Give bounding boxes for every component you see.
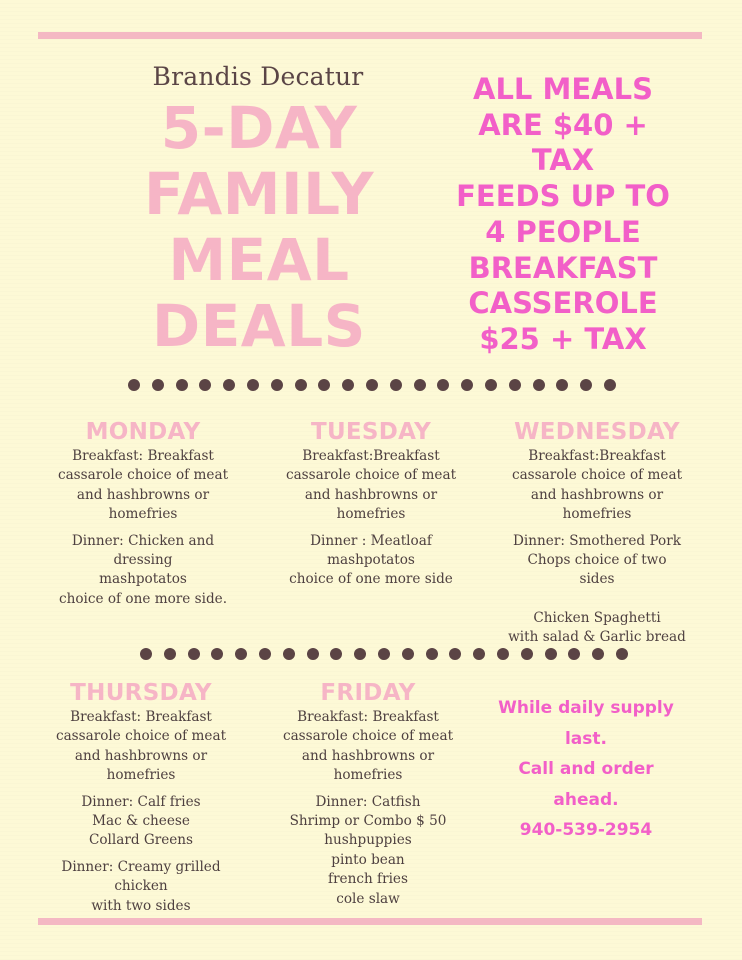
text-line: chicken xyxy=(114,878,168,895)
day-title-monday: MONDAY xyxy=(85,419,201,445)
notice-line: Call and order xyxy=(518,759,654,779)
order-notice xyxy=(480,693,692,846)
text-line: Breakfast: Breakfast xyxy=(72,448,214,464)
notice-line: While daily supply xyxy=(498,698,674,718)
text-line: Dinner: Catfish xyxy=(315,793,421,810)
tuesday-section xyxy=(271,417,471,590)
text-line: cassarole choice of meat xyxy=(57,467,229,484)
divider-dot xyxy=(247,379,259,391)
tuesday-breakfast xyxy=(271,447,471,525)
title-line: DEALS xyxy=(152,292,366,360)
brand-name: Brandis Decatur xyxy=(152,62,364,91)
text-line: cassarole choice of meat xyxy=(285,467,457,484)
text-line: with salad & Garlic bread xyxy=(508,629,686,646)
wednesday-breakfast xyxy=(497,447,697,525)
dotted-divider-top xyxy=(128,379,628,391)
divider-dot xyxy=(461,379,473,391)
divider-dot xyxy=(592,648,604,660)
price-promo xyxy=(448,72,678,358)
text-line: mashpotatos xyxy=(99,571,187,588)
divider-dot xyxy=(449,648,461,660)
thursday-section xyxy=(41,678,241,916)
text-line: Dinner : Meatloaf xyxy=(310,532,432,549)
day-title-thursday: THURSDAY xyxy=(70,680,212,706)
text-line: Breakfast:Breakfast xyxy=(302,448,440,464)
friday-dinner xyxy=(268,793,468,909)
text-line: french fries xyxy=(328,871,408,888)
text-line: mashpotatos xyxy=(327,552,415,569)
divider-dot xyxy=(521,648,533,660)
divider-dot xyxy=(259,648,271,660)
divider-dot xyxy=(390,379,402,391)
dotted-divider-bottom xyxy=(140,648,640,660)
page-title xyxy=(128,95,390,359)
divider-dot xyxy=(128,379,140,391)
divider-dot xyxy=(295,379,307,391)
phone-number: 940-539-2954 xyxy=(519,820,653,840)
top-divider-bar xyxy=(38,32,702,39)
divider-dot xyxy=(176,379,188,391)
wednesday-extra xyxy=(497,609,697,648)
text-line: cole slaw xyxy=(336,890,400,907)
text-line: Dinner: Creamy grilled xyxy=(61,858,221,875)
monday-section xyxy=(43,417,243,609)
day-title-tuesday: TUESDAY xyxy=(310,419,432,445)
divider-dot xyxy=(509,379,521,391)
thursday-breakfast xyxy=(41,708,241,786)
friday-breakfast xyxy=(268,708,468,786)
divider-dot xyxy=(223,379,235,391)
divider-dot xyxy=(533,379,545,391)
text-line: Collard Greens xyxy=(88,832,194,849)
divider-dot xyxy=(366,379,378,391)
text-line: homefries xyxy=(106,767,176,784)
divider-dot xyxy=(188,648,200,660)
text-line: cassarole choice of meat xyxy=(282,728,454,745)
bottom-divider-bar xyxy=(38,918,702,925)
divider-dot xyxy=(485,379,497,391)
day-title-wednesday: WEDNESDAY xyxy=(514,419,680,445)
monday-breakfast xyxy=(43,447,243,525)
divider-dot xyxy=(307,648,319,660)
divider-dot xyxy=(330,648,342,660)
divider-dot xyxy=(378,648,390,660)
friday-section xyxy=(268,678,468,909)
divider-dot xyxy=(164,648,176,660)
text-line: Dinner: Chicken and xyxy=(71,532,215,549)
divider-dot xyxy=(318,379,330,391)
thursday-extra xyxy=(41,858,241,916)
divider-dot xyxy=(283,648,295,660)
tuesday-dinner xyxy=(271,532,471,590)
text-line: cassarole choice of meat xyxy=(55,728,227,745)
notice-line: last. xyxy=(564,728,607,749)
text-line: cassarole choice of meat xyxy=(511,467,683,484)
promo-line: BREAKFAST xyxy=(468,250,658,285)
text-line: and hashbrowns or xyxy=(530,486,664,503)
text-line: homefries xyxy=(333,767,403,784)
text-line: Breakfast: Breakfast xyxy=(70,709,212,725)
divider-dot xyxy=(556,379,568,391)
divider-dot xyxy=(616,648,628,660)
text-line: Dinner: Calf fries xyxy=(81,793,201,810)
promo-line: TAX xyxy=(531,143,595,178)
divider-dot xyxy=(402,648,414,660)
text-line: pinto bean xyxy=(331,851,405,868)
divider-dot xyxy=(437,379,449,391)
thursday-dinner xyxy=(41,793,241,851)
divider-dot xyxy=(545,648,557,660)
divider-dot xyxy=(152,379,164,391)
text-line: Breakfast: Breakfast xyxy=(297,709,439,725)
text-line: choice of one more side xyxy=(289,571,453,588)
text-line: homefries xyxy=(562,506,632,523)
divider-dot xyxy=(211,648,223,660)
promo-line: ALL MEALS xyxy=(473,72,653,106)
text-line: Chicken Spaghetti xyxy=(533,609,661,626)
text-line: Shrimp or Combo $ 50 xyxy=(289,813,447,830)
text-line: Dinner: Smothered Pork xyxy=(513,532,681,549)
divider-dot xyxy=(473,648,485,660)
monday-dinner xyxy=(43,532,243,610)
wednesday-dinner xyxy=(497,532,697,590)
divider-dot xyxy=(568,648,580,660)
text-line: hushpuppies xyxy=(324,832,412,849)
text-line: choice of one more side. xyxy=(58,590,228,607)
promo-line: 4 PEOPLE xyxy=(485,214,641,249)
text-line: Chops choice of two xyxy=(527,552,667,569)
promo-line: CASSEROLE xyxy=(468,286,658,321)
notice-line: ahead. xyxy=(553,789,619,810)
divider-dot xyxy=(426,648,438,660)
divider-dot xyxy=(235,648,247,660)
divider-dot xyxy=(342,379,354,391)
text-line: Breakfast:Breakfast xyxy=(528,448,666,464)
divider-dot xyxy=(604,379,616,391)
title-line: FAMILY xyxy=(143,160,375,228)
text-line: dressing xyxy=(113,552,173,569)
text-line: and hashbrowns or xyxy=(74,747,208,764)
divider-dot xyxy=(271,379,283,391)
wednesday-section xyxy=(497,417,697,648)
divider-dot xyxy=(354,648,366,660)
divider-dot xyxy=(140,648,152,660)
text-line: and hashbrowns or xyxy=(76,486,210,503)
divider-dot xyxy=(497,648,509,660)
divider-dot xyxy=(580,379,592,391)
text-line: Mac & cheese xyxy=(92,813,190,830)
text-line: sides xyxy=(579,571,615,588)
title-line: MEAL xyxy=(168,226,350,294)
promo-line: $25 + TAX xyxy=(479,321,647,356)
day-title-friday: FRIDAY xyxy=(320,680,416,706)
text-line: with two sides xyxy=(91,897,191,914)
promo-line: FEEDS UP TO xyxy=(456,179,670,214)
promo-line: ARE $40 + xyxy=(478,107,648,142)
divider-dot xyxy=(414,379,426,391)
title-line: 5-DAY xyxy=(160,94,358,162)
text-line: homefries xyxy=(108,506,178,523)
text-line: homefries xyxy=(336,506,406,523)
divider-dot xyxy=(199,379,211,391)
text-line: and hashbrowns or xyxy=(304,486,438,503)
text-line: and hashbrowns or xyxy=(301,747,435,764)
